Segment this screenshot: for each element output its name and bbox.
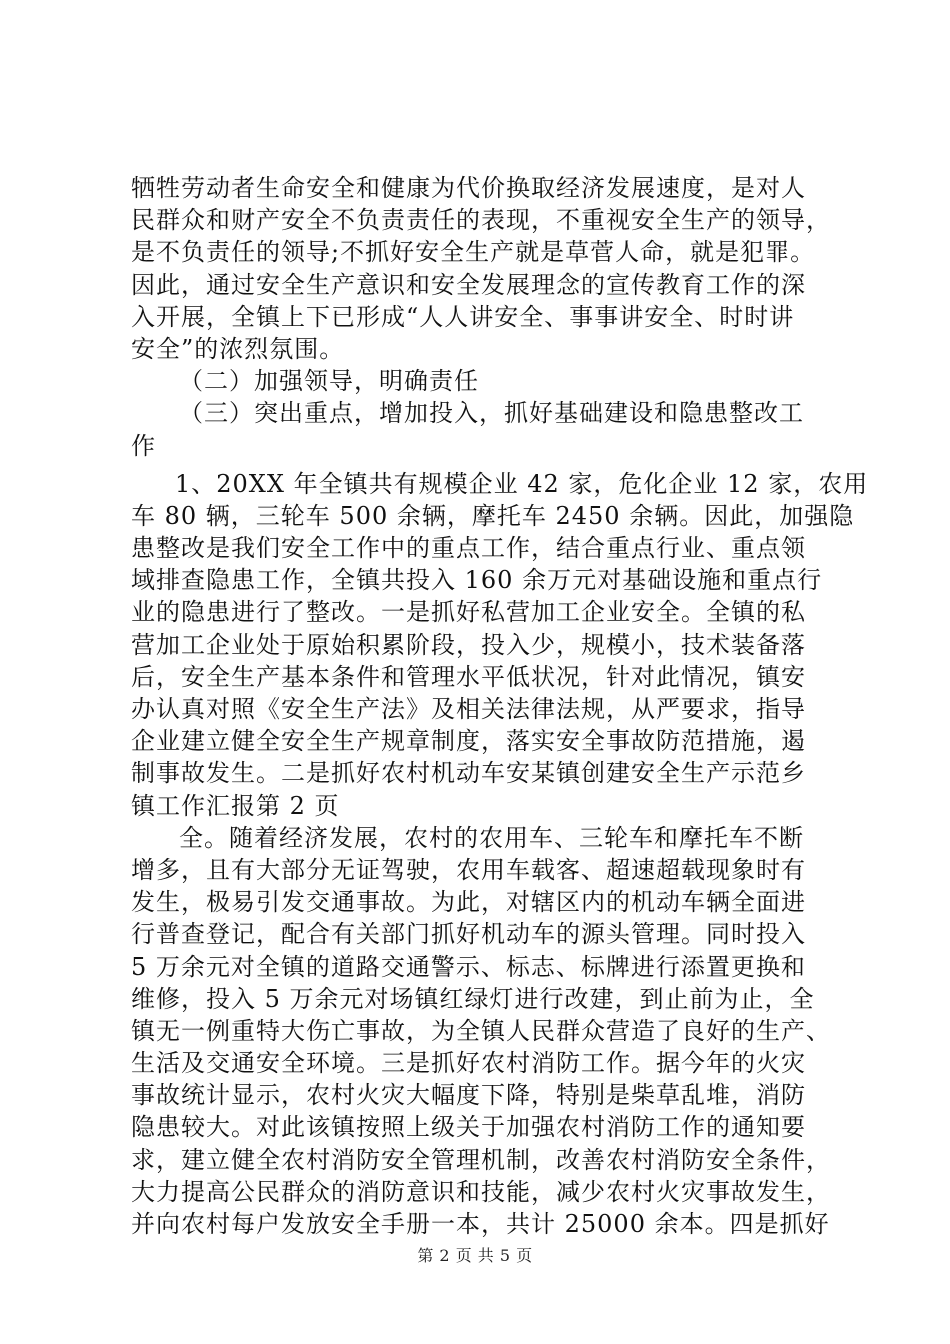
section-heading-2: （二）加强领导，明确责任 xyxy=(179,367,479,396)
text-line: 事故统计显示，农村火灾大幅度下降，特别是柴草乱堆，消防 xyxy=(131,1081,806,1110)
paragraph-hazard-rectification xyxy=(131,468,869,822)
text-line: 制事故发生。二是抓好农村机动车安某镇创建安全生产示范乡 xyxy=(131,759,806,788)
text-line: 隐患较大。对此该镇按照上级关于加强农村消防工作的通知要 xyxy=(131,1113,806,1142)
text-line: 求，建立健全农村消防安全管理机制，改善农村消防安全条件， xyxy=(131,1145,831,1174)
text-line: 并向农村每户发放安全手册一本，共计 25000 余本。四是抓好 xyxy=(131,1210,830,1238)
document-body xyxy=(131,172,869,1240)
text-line: （三）突出重点，增加投入，抓好基础建设和隐患整改工 xyxy=(179,399,804,428)
text-line: 因此，通过安全生产意识和安全发展理念的宣传教育工作的深 xyxy=(131,270,806,299)
text-line: 业的隐患进行了整改。一是抓好私营加工企业安全。全镇的私 xyxy=(131,598,806,627)
text-line: 域排查隐患工作，全镇共投入 160 余万元对基础设施和重点行 xyxy=(131,566,823,595)
text-line: 维修，投入 5 万余元对场镇红绿灯进行改建，到止前为止，全 xyxy=(131,984,815,1013)
text-line: 全。随着经济发展，农村的农用车、三轮车和摩托车不断 xyxy=(179,823,804,852)
paragraph-safety-awareness xyxy=(131,172,831,365)
text-line: 民群众和财产安全不负责责任的表现，不重视安全生产的领导， xyxy=(131,206,831,235)
text-line: 办认真对照《安全生产法》及相关法律法规，从严要求，指导 xyxy=(131,695,806,723)
text-line: 营加工企业处于原始积累阶段，投入少，规模小，技术装备落 xyxy=(131,630,806,659)
paragraph-vehicle-fire-safety xyxy=(131,822,831,1240)
section-heading-3 xyxy=(131,397,831,461)
text-line: 增多，且有大部分无证驾驶，农用车载客、超速超载现象时有 xyxy=(131,855,806,884)
text-line: 安全”的浓烈氛围。 xyxy=(131,334,345,363)
text-line: 行普查登记，配合有关部门抓好机动车的源头管理。同时投入 xyxy=(131,920,806,949)
text-line: 1、20XX 年全镇共有规模企业 42 家，危化企业 12 家，农用 xyxy=(175,469,869,498)
text-line: 大力提高公民群众的消防意识和技能，减少农村火灾事故发生， xyxy=(131,1177,831,1206)
text-line: 镇工作汇报第 2 页 xyxy=(131,791,340,820)
text-line: 作 xyxy=(131,431,156,460)
text-line: 生活及交通安全环境。三是抓好农村消防工作。据今年的火灾 xyxy=(131,1049,806,1078)
text-line: 企业建立健全安全生产规章制度，落实安全事故防范措施，遏 xyxy=(131,727,806,756)
text-line: 患整改是我们安全工作中的重点工作，结合重点行业、重点领 xyxy=(131,534,806,563)
text-line: 车 80 辆，三轮车 500 余辆，摩托车 2450 余辆。因此，加强隐 xyxy=(131,501,855,530)
text-line: 入开展，全镇上下已形成“人人讲安全、事事讲安全、时时讲 xyxy=(131,302,795,331)
text-line: 镇无一例重特大伤亡事故，为全镇人民群众营造了良好的生产、 xyxy=(131,1016,831,1045)
page-number-footer: 第 2 页 共 5 页 xyxy=(417,1246,533,1265)
text-line: 5 万余元对全镇的道路交通警示、标志、标牌进行添置更换和 xyxy=(131,952,806,981)
text-line: 是不负责任的领导;不抓好安全生产就是草菅人命，就是犯罪。 xyxy=(131,238,816,267)
text-line: 发生，极易引发交通事故。为此，对辖区内的机动车辆全面进 xyxy=(131,888,806,917)
text-line: 后，安全生产基本条件和管理水平低状况，针对此情况，镇安 xyxy=(131,662,806,691)
text-line: 牺牲劳动者生命安全和健康为代价换取经济发展速度，是对人 xyxy=(131,174,806,202)
